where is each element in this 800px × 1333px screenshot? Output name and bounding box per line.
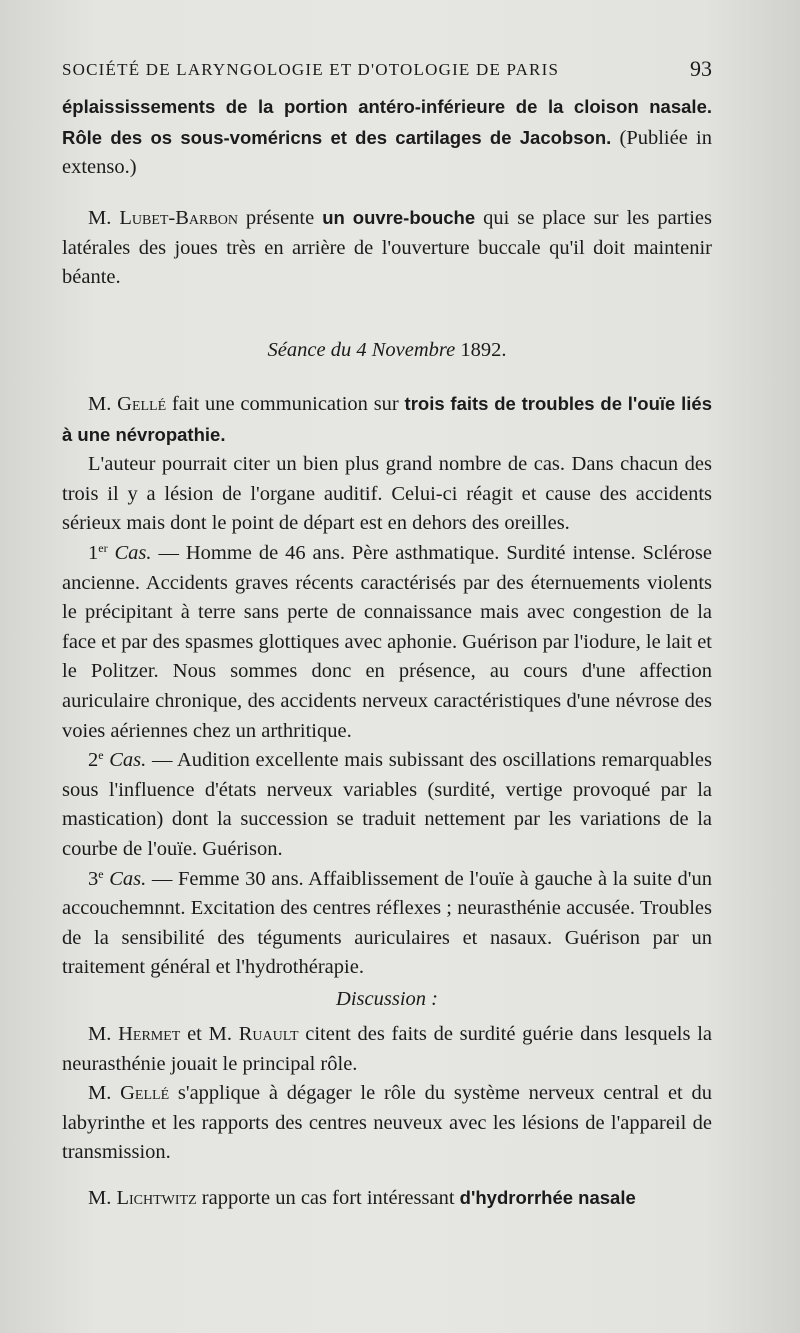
paragraph-author-remarks: L'auteur pourrait citer un bien plus grand nombre de cas. Dans chacun des trois il y a lésion de l'organe auditif. Celui-ci réagit et cause des accidents sérieux mais dont le point de départ est en dehors des oreilles. xyxy=(62,453,712,535)
text-block-lubet xyxy=(62,203,712,293)
case-number: 2 xyxy=(88,749,99,772)
paragraph-title-continuation xyxy=(62,92,712,183)
page-number: 93 xyxy=(690,56,712,81)
text-fragment: fait une communication sur xyxy=(166,393,405,415)
text-fragment: citent des faits de surdité guérie dans lesquels la neurasthénie jouait le principal rôle. xyxy=(62,1023,713,1075)
paragraph-gelle-discussion xyxy=(62,1079,712,1168)
case-text: — Audition excellente mais subissant des oscillations remarquables sous l'influence d'états nerveux variables (surdité, vertige provoqué par la mastication) dont la succession se traduit nettement par les variations de la courbe de l'ouïe. Guérison. xyxy=(62,749,712,860)
paragraph-hermet-ruault xyxy=(62,1020,712,1079)
author-name: Hermet xyxy=(118,1023,181,1045)
case-ordinal: e xyxy=(98,866,104,881)
header-title: SOCIÉTÉ DE LARYNGOLOGIE ET D'OTOLOGIE DE PARIS xyxy=(62,60,560,79)
case-label: Cas. xyxy=(103,749,147,772)
bold-term: trois faits de troubles de l'ouïe liés à une névropathie. xyxy=(62,393,712,445)
case-text: — Femme 30 ans. Affaiblissement de l'ouïe à gauche à la suite d'un accouchemnnt. Excitation des centres réflexes ; neurasthénie accusée. Troubles de la sensibilité des téguments auriculaires et nasaux. Guérison par un traitement général et l'hydrothérapie. xyxy=(62,867,712,979)
bold-title-a: éplaississements de la portion antéro-inférieure de la cloison nasale. xyxy=(62,96,712,117)
paragraph-case-3 xyxy=(62,865,712,983)
seance-heading xyxy=(62,336,712,366)
paragraph-lubet-barbon xyxy=(62,203,712,293)
seance-label: Séance du 4 Novembre xyxy=(267,339,456,361)
seance-year: 1892. xyxy=(455,339,507,361)
discussion-heading xyxy=(62,985,712,1015)
paragraph-lichtwitz xyxy=(62,1183,712,1214)
bold-title-b: Rôle des os sous-voméricns et des cartilages de Jacobson. xyxy=(62,126,612,148)
prefix-m: M. xyxy=(88,1082,121,1105)
paragraph-case-2 xyxy=(62,746,712,864)
author-name: Ruault xyxy=(238,1023,299,1045)
text-fragment: qui se place sur les parties latérales des joues très en arrière de l'ouverture buccale qu'il doit maintenir béante. xyxy=(62,207,713,289)
case-label: Cas. xyxy=(107,541,152,564)
text-fragment: et M. xyxy=(180,1023,239,1045)
author-name: Lubet-Barbon xyxy=(119,207,238,229)
text-block-discussion xyxy=(62,1020,712,1168)
prefix-m: M. xyxy=(88,1187,117,1209)
case-number: 1 xyxy=(88,541,99,564)
discussion-label: Discussion : xyxy=(336,988,438,1010)
bold-term: un ouvre-bouche xyxy=(322,207,476,228)
case-ordinal: er xyxy=(98,540,108,555)
paragraph-case-1 xyxy=(62,539,712,746)
text-fragment: présente xyxy=(237,207,323,229)
prefix-m: M. xyxy=(88,207,120,229)
text-block-main xyxy=(62,389,712,983)
case-label: Cas. xyxy=(103,867,147,890)
bold-term: d'hydrorrhée nasale xyxy=(459,1187,636,1208)
prefix-m: M. xyxy=(88,393,118,415)
publication-note: (Publiée in extenso.) xyxy=(62,126,713,179)
case-number: 3 xyxy=(88,867,99,890)
case-text: — Homme de 46 ans. Père asthmatique. Surdité intense. Sclérose ancienne. Accidents graves récents caractérisés par des éternuements violents le précipitant à terre sans perte de connaissance mais avec congestion de la face et par des spasmes glottiques avec aphonie. Guérison par l'iodure, le lait et le Politzer. Nous sommes donc en présence, au cours d'une affection auriculaire chronique, des accidents nerveux caractéristiques d'une névrose des voies aériennes chez un arthritique. xyxy=(62,541,713,742)
text-fragment: rapporte un cas fort intéressant xyxy=(196,1187,460,1209)
text-block-top xyxy=(62,92,712,183)
running-header xyxy=(62,56,712,82)
author-name: Gellé xyxy=(120,1082,170,1105)
text-fragment: s'applique à dégager le rôle du système nerveux central et du labyrinthe et les rapports des centres neuveux avec les lésions de l'appareil de transmission. xyxy=(62,1082,713,1164)
paragraph-gelle-intro xyxy=(62,389,712,450)
author-name: Gellé xyxy=(117,393,167,415)
author-name: Lichtwitz xyxy=(116,1187,197,1209)
text-block-lichtwitz xyxy=(62,1183,712,1214)
case-ordinal: e xyxy=(98,748,104,763)
prefix-m: M. xyxy=(88,1023,119,1045)
